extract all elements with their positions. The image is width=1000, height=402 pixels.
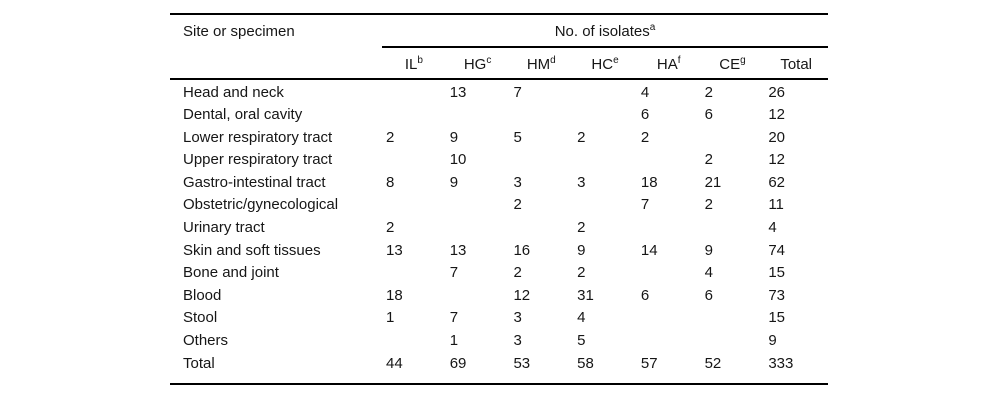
table-row — [170, 353, 828, 376]
value-cell — [573, 104, 637, 127]
column-header-total: Total — [780, 55, 813, 73]
site-cell: Others — [183, 332, 229, 350]
column-footnote-marker: g — [740, 54, 746, 66]
table-header — [170, 15, 828, 80]
value-cell — [573, 194, 637, 217]
value-cells — [382, 240, 828, 263]
value-cell: 12 — [768, 106, 785, 124]
value-cell: 14 — [640, 241, 658, 259]
table-row — [170, 127, 828, 150]
column-header-hc: $HC^e$ — [591, 54, 619, 73]
table-row — [170, 149, 828, 172]
site-cell: Bone and joint — [183, 264, 279, 282]
value-cell — [637, 217, 701, 240]
value-cell: 1 — [449, 332, 459, 350]
value-cell: 4 — [640, 83, 650, 101]
site-cell: Blood — [183, 286, 222, 304]
column-footnote-marker: e — [613, 54, 619, 66]
value-cell: 7 — [640, 196, 650, 214]
spanner-label: No. of isolates — [554, 23, 650, 40]
site-cell: Stool — [183, 309, 218, 327]
site-cell: Skin and soft tissues — [183, 241, 321, 259]
isolates-table — [170, 13, 828, 385]
column-header-hm: $HM^d$ — [526, 54, 556, 73]
value-cell — [701, 127, 765, 150]
site-cell: Head and neck — [183, 83, 284, 101]
value-cell: 5 — [513, 128, 522, 146]
value-cell: 9 — [704, 241, 713, 259]
table-row — [170, 82, 828, 105]
value-cells — [382, 172, 828, 195]
value-cell — [446, 217, 510, 240]
value-cell: 4 — [577, 309, 586, 327]
value-cell: 2 — [577, 219, 586, 237]
value-cells — [382, 307, 828, 330]
value-cell: 57 — [640, 354, 658, 372]
table-row — [170, 262, 828, 285]
value-cell: 18 — [386, 286, 403, 304]
value-cell — [637, 262, 701, 285]
value-cell: 2 — [513, 264, 522, 282]
value-cell: 58 — [577, 354, 594, 372]
value-cell: 10 — [449, 151, 467, 169]
table-row — [170, 217, 828, 240]
site-cell: Dental, oral cavity — [183, 106, 303, 124]
value-cells — [382, 149, 828, 172]
value-cell — [509, 149, 573, 172]
value-cell: 2 — [386, 219, 395, 237]
value-cell: 18 — [640, 173, 658, 191]
value-cell: 53 — [513, 354, 531, 372]
value-cell: 2 — [640, 128, 650, 146]
value-cell: 9 — [449, 173, 459, 191]
value-cell: 1 — [386, 309, 395, 327]
value-cell: 31 — [577, 286, 594, 304]
value-cell: 6 — [704, 106, 713, 124]
value-cell — [382, 82, 446, 105]
value-cell: 16 — [513, 241, 531, 259]
value-cell — [573, 149, 637, 172]
value-cell: 2 — [577, 128, 586, 146]
value-cell: 2 — [577, 264, 586, 282]
value-cells — [382, 353, 828, 376]
value-cell: 3 — [577, 173, 586, 191]
value-cell: 26 — [768, 83, 785, 101]
value-cells — [382, 330, 828, 353]
value-cells — [382, 217, 828, 240]
value-cell — [573, 82, 637, 105]
value-cell — [382, 330, 446, 353]
column-footnote-marker: c — [486, 54, 492, 66]
value-cells — [382, 127, 828, 150]
value-cell: 52 — [704, 354, 722, 372]
value-cell: 3 — [513, 173, 522, 191]
value-cell: 21 — [704, 173, 722, 191]
value-cell — [637, 149, 701, 172]
value-cell — [382, 104, 446, 127]
column-footnote-marker: d — [550, 54, 556, 66]
spanner-footnote-marker: a — [649, 22, 656, 33]
table-row — [170, 194, 828, 217]
site-cell: Gastro-intestinal tract — [183, 173, 326, 191]
value-cell: 9 — [768, 332, 777, 350]
value-cell — [637, 330, 701, 353]
header-row-spanner — [170, 15, 828, 48]
value-cell: 6 — [640, 286, 650, 304]
value-cell: 13 — [449, 241, 467, 259]
column-footnote-marker: b — [417, 54, 423, 66]
site-cell: Urinary tract — [183, 219, 265, 237]
spanner-cell — [382, 15, 828, 48]
table-row — [170, 330, 828, 353]
value-cell: 2 — [513, 196, 522, 214]
value-cell — [382, 194, 446, 217]
site-cell: Obstetric/gynecological — [183, 196, 339, 214]
value-cell — [509, 217, 573, 240]
column-headers — [382, 56, 828, 78]
value-cell — [509, 104, 573, 127]
table-body — [170, 80, 828, 386]
value-cell: 6 — [640, 106, 650, 124]
value-cell — [701, 307, 765, 330]
column-header-il: $IL^b$ — [404, 54, 423, 73]
value-cells — [382, 104, 828, 127]
value-cell — [382, 149, 446, 172]
column-header-ha: $HA^f$ — [656, 54, 681, 73]
value-cell — [701, 330, 765, 353]
value-cell: 7 — [449, 309, 459, 327]
value-cell: 12 — [768, 151, 785, 169]
table-row — [170, 307, 828, 330]
value-cell: 2 — [704, 196, 713, 214]
value-cell: 44 — [386, 354, 403, 372]
site-cell: Total — [183, 354, 215, 372]
value-cell: 4 — [768, 219, 777, 237]
value-cells — [382, 262, 828, 285]
value-cell: 9 — [449, 128, 459, 146]
value-cell — [637, 307, 701, 330]
table-row — [170, 285, 828, 308]
value-cell — [701, 217, 765, 240]
value-cells — [382, 285, 828, 308]
value-cell — [446, 194, 510, 217]
value-cell: 8 — [386, 173, 395, 191]
site-cell: Upper respiratory tract — [183, 151, 333, 169]
value-cell: 12 — [513, 286, 531, 304]
value-cell: 13 — [386, 241, 403, 259]
column-footnote-marker: f — [677, 54, 681, 66]
value-cell: 13 — [449, 83, 467, 101]
value-cell: 15 — [768, 264, 785, 282]
value-cell: 74 — [768, 241, 785, 259]
value-cells — [382, 82, 828, 105]
value-cell: 2 — [704, 151, 713, 169]
value-cell: 333 — [768, 354, 794, 372]
table-row — [170, 240, 828, 263]
value-cell: 4 — [704, 264, 713, 282]
value-cell: 15 — [768, 309, 785, 327]
value-cell — [382, 262, 446, 285]
value-cell: 7 — [513, 83, 522, 101]
value-cell: 73 — [768, 286, 785, 304]
value-cell: 6 — [704, 286, 713, 304]
value-cell: 5 — [577, 332, 586, 350]
value-cell — [446, 104, 510, 127]
value-cell — [446, 285, 510, 308]
value-cell: 62 — [768, 173, 785, 191]
value-cell: 11 — [768, 196, 784, 214]
value-cell: 3 — [513, 309, 522, 327]
value-cells — [382, 194, 828, 217]
column-header-ce: $CE^g$ — [719, 54, 746, 73]
table-row — [170, 104, 828, 127]
value-cell: 2 — [704, 83, 713, 101]
column-header-hg: $HG^c$ — [463, 54, 492, 73]
value-cell: 69 — [449, 354, 467, 372]
site-cell: Lower respiratory tract — [183, 128, 333, 146]
site-column-header: Site or specimen — [183, 23, 295, 40]
value-cell: 9 — [577, 241, 586, 259]
value-cell: 20 — [768, 128, 785, 146]
header-row-columns — [170, 48, 828, 80]
table-row — [170, 172, 828, 195]
value-cell: 7 — [449, 264, 459, 282]
value-cell: 3 — [513, 332, 522, 350]
value-cell: 2 — [386, 128, 395, 146]
